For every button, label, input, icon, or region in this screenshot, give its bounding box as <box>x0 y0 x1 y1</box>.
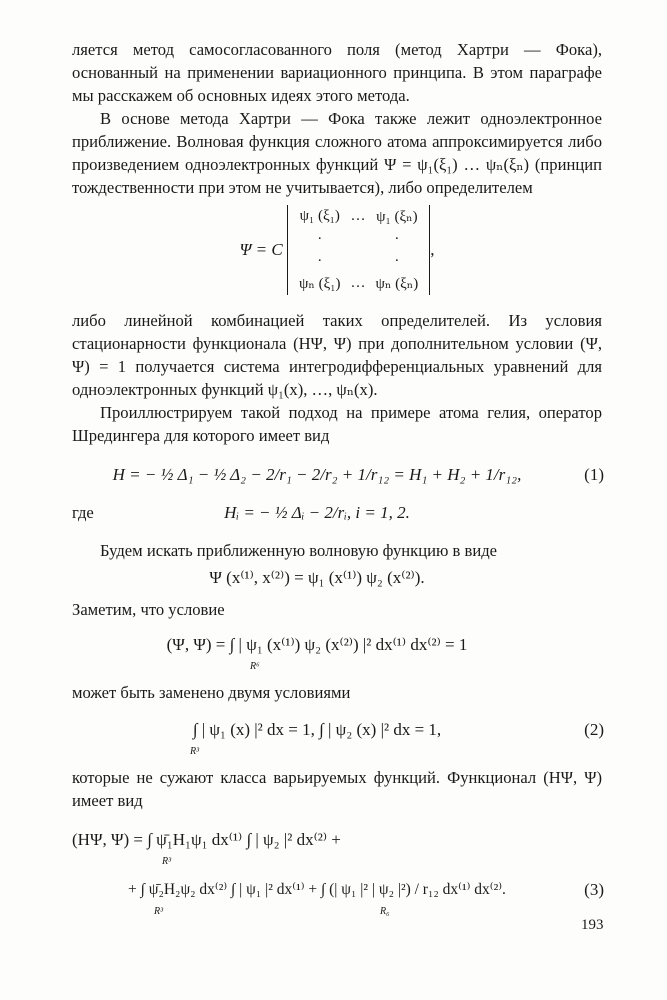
matrix-dots: … <box>350 275 366 291</box>
paragraph-3: либо линейной комбинацией таких определителей. Из условия стационарности функционала (HΨ, Ψ) при дополнительном условии (Ψ, Ψ) = 1 получается система интегродифференциальных уравнений для одноэлектронных функций ψ₁(x), …, ψₙ(x). <box>72 311 602 399</box>
equation-3b-domain6: R₆ <box>380 906 390 917</box>
equation-2-domain: R³ <box>190 746 200 757</box>
page-body <box>72 38 602 920</box>
equation-3-number: (3) <box>584 880 604 899</box>
equation-norm-domain: R⁶ <box>250 661 260 672</box>
equation-norm-body: (Ψ, Ψ) = ∫ | ψ₁ (x⁽¹⁾) ψ₂ (x⁽²⁾) |² dx⁽¹⁾ dx⁽²⁾ = 1 <box>166 635 468 654</box>
equation-3b-domain: R³ <box>154 906 164 917</box>
paragraph-2: В основе метода Хартри — Фока также лежит одноэлектронное приближение. Волновая функция сложного атома аппроксимируется либо произведением одноэлектронных функций Ψ = ψ₁(ξ₁) … ψₙ(ξₙ) (принцип тождественности при этом не учитывается), либо определителем <box>72 109 602 197</box>
matrix-cell-bl: ψₙ (ξ₁) <box>298 276 341 292</box>
determinant-matrix <box>287 205 430 295</box>
page-number: 193 <box>581 917 604 933</box>
equation-norm <box>72 621 602 681</box>
equation-1-body: H = − ½ Δ₁ − ½ Δ₂ − 2/r₁ − 2/r₂ + 1/r₁₂ = H₁ + H₂ + 1/r₁₂, <box>112 465 522 484</box>
equation-wave-body: Ψ (x⁽¹⁾, x⁽²⁾) = ψ₁ (x⁽¹⁾) ψ₂ (x⁽²⁾). <box>209 568 425 587</box>
equation-wave <box>72 562 602 598</box>
matrix-dots: … <box>350 208 366 224</box>
paragraph-4: Проиллюстрируем такой подход на примере атома гелия, оператор Шредингера для которого имеет вид <box>72 403 602 445</box>
equation-1 <box>72 457 602 497</box>
paragraph-8: которые не сужают класса варьируемых функций. Функционал (HΨ, Ψ) имеет вид <box>72 768 602 810</box>
determinant-equation: Ψ = C ψ₁ (ξ₁) … ψ₁ (ξₙ) · · · · ψₙ (ξ₁) … ψₙ (ξₙ) , <box>72 205 602 305</box>
matrix-cell-tl: ψ₁ (ξ₁) <box>299 208 340 224</box>
equation-2-number: (2) <box>584 720 604 739</box>
matrix-cell-br: ψₙ (ξₙ) <box>375 276 419 292</box>
equation-1-number: (1) <box>584 465 604 484</box>
equation-2-body: ∫ | ψ₁ (x) |² dx = 1, ∫ | ψ₂ (x) |² dx = 1, <box>192 720 442 739</box>
matrix-vdot: · <box>317 230 323 247</box>
paragraph-6: Заметим, что условие <box>72 600 225 619</box>
matrix-vdot: · <box>317 252 323 269</box>
paragraph-7: может быть заменено двумя условиями <box>72 683 351 702</box>
equation-3b <box>72 870 602 920</box>
equation-3a-body: (HΨ, Ψ) = ∫ ψ̄₁H₁ψ₁ dx⁽¹⁾ ∫ | ψ₂ |² dx⁽²⁾ + <box>72 830 341 849</box>
equation-3a <box>72 820 602 870</box>
paragraph-1: ляется метод самосогласованного поля (метод Хартри — Фока), основанный на применении вариационного принципа. В этом параграфе мы расскажем об основных идеях этого метода. <box>72 40 602 105</box>
matrix-vdot: · <box>394 252 400 269</box>
paragraph-5: Будем искать приближенную волновую функцию в виде <box>100 541 498 560</box>
determinant-lhs: Ψ = C <box>239 240 283 259</box>
equation-2 <box>72 704 602 766</box>
equation-1b-body: Hᵢ = − ½ Δᵢ − 2/rᵢ, i = 1, 2. <box>224 503 410 522</box>
matrix-cell-tr: ψ₁ (ξₙ) <box>376 209 418 225</box>
matrix-vdot: · <box>394 230 400 247</box>
where-label: где <box>72 503 94 522</box>
equation-3b-body: + ∫ ψ̄₂H₂ψ₂ dx⁽²⁾ ∫ | ψ₁ |² dx⁽¹⁾ + ∫ (| ψ₁ |² | ψ₂ |²) / r₁₂ dx⁽¹⁾ dx⁽²⁾. <box>128 881 506 898</box>
equation-1b <box>72 497 602 535</box>
equation-3a-domain: R³ <box>162 856 172 867</box>
